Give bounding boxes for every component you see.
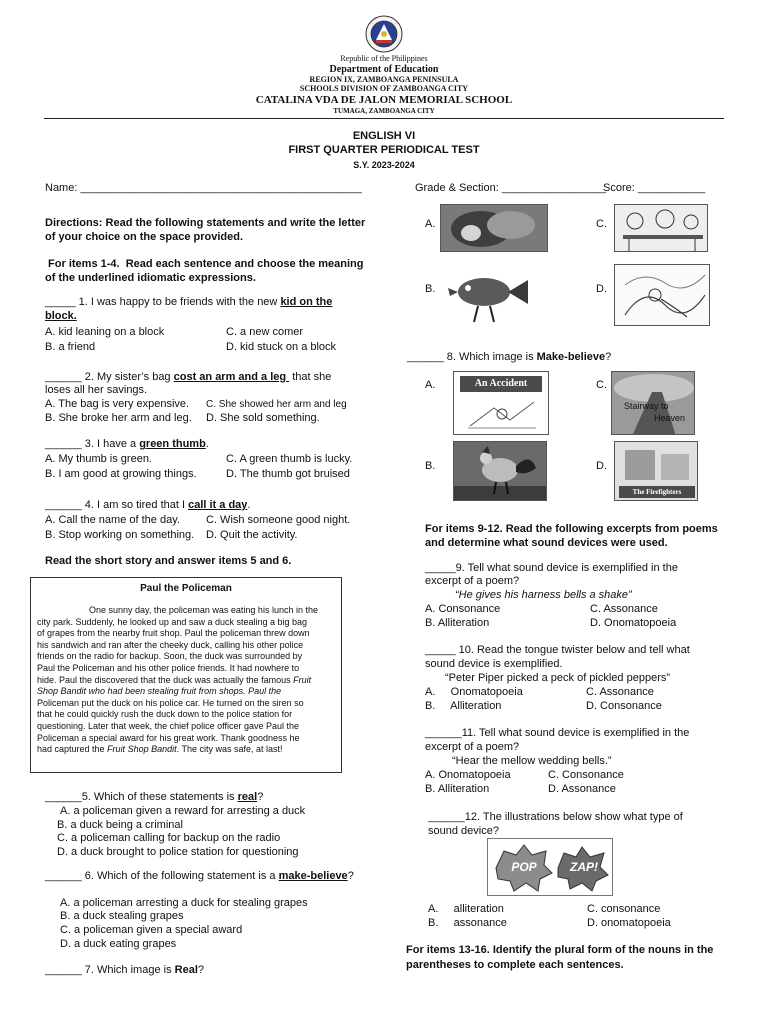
header-divider [44, 118, 724, 119]
subject-title: ENGLISH VI [352, 130, 416, 142]
school-name: CATALINA VDA DE JALON MEMORIAL SCHOOL [255, 94, 513, 106]
blurry-photo-image [440, 204, 548, 252]
firefighters-book-cover [614, 441, 698, 501]
q9-choice-b: B. Alliteration [425, 617, 490, 629]
question-9: _____9. Tell what sound device is exemplified in the [425, 562, 678, 574]
story-line: city park. Suddenly, he looked up and saw a duck stealing a big bag [37, 616, 308, 627]
q6-choice-b: B. a duck stealing grapes [60, 910, 184, 922]
items-1-4-instruction: For items 1-4. Read each sentence and choose the meaning [45, 258, 364, 270]
stairway-title: Stairway to [624, 401, 669, 411]
story-line: Paul the Policeman and his other police friends. It had nowhere to [37, 662, 300, 673]
question-1-cont: block. [45, 310, 77, 322]
story-line: of grapes from the nearby fruit shop. Paul the policeman threw down [37, 628, 310, 639]
accident-book-cover [453, 371, 549, 435]
q7-label-d: D. [596, 283, 607, 295]
question-10-quote: “Peter Piper picked a peck of pickled peppers” [445, 672, 671, 684]
items-13-16-instruction: For items 13-16. Identify the plural form of the nouns in the [406, 944, 714, 956]
location-label: TUMAGA, ZAMBOANGA CITY [333, 107, 435, 115]
stairway-to-heaven-cover [611, 371, 695, 435]
question-12-cont: sound device? [428, 825, 499, 837]
q10-choice-d: D. Consonance [586, 700, 662, 712]
q1-choice-c: C. a new comer [226, 326, 304, 338]
q5-choice-b: B. a duck being a criminal [57, 819, 183, 831]
q11-choice-b: B. Alliteration [425, 783, 490, 795]
q6-choice-d: D. a duck eating grapes [60, 938, 177, 950]
region-label: REGION IX, ZAMBOANGA PENINSULA [309, 75, 459, 84]
story-title: Paul the Policeman [140, 583, 232, 594]
q11-choice-a: A. Onomatopoeia [425, 769, 511, 781]
q4-choice-a: A. Call the name of the day. [45, 514, 180, 526]
q11-choice-d: D. Assonance [548, 783, 616, 795]
question-2: ______ 2. My sister’s bag cost an arm and a leg that she [45, 371, 332, 383]
items-1-4-instruction-2: of the underlined idiomatic expressions. [45, 272, 256, 284]
q5-choice-d: D. a duck brought to police station for questioning [57, 846, 299, 858]
rooster-photo [453, 441, 547, 501]
q6-choice-c: C. a policeman given a special award [60, 924, 243, 936]
story-text [37, 605, 335, 756]
q1-choice-a: A. kid leaning on a block [45, 326, 165, 338]
q11-choice-c: C. Consonance [548, 769, 624, 781]
q9-choice-d: D. Onomatopoeia [590, 617, 677, 629]
question-6: ______ 6. Which of the following statement is a make-believe? [45, 870, 354, 882]
q9-choice-c: C. Assonance [590, 603, 658, 615]
directions-line-1: Directions: Read the following statements and write the letter [45, 217, 366, 229]
question-9-cont: excerpt of a poem? [425, 575, 520, 587]
name-field[interactable]: Name: ______________________________________________ [45, 182, 362, 194]
q5-choice-c: C. a policeman calling for backup on the radio [57, 832, 281, 844]
question-9-quote: “He gives his harness bells a shake” [455, 589, 632, 601]
q2-choice-d: D. She sold something. [206, 412, 320, 424]
items-9-12-instruction: For items 9-12. Read the following excerpts from poems [425, 523, 718, 535]
story-instruction: Read the short story and answer items 5 and 6. [45, 555, 292, 567]
q9-choice-a: A. Consonance [425, 603, 501, 615]
test-title: FIRST QUARTER PERIODICAL TEST [288, 144, 480, 156]
question-11: ______11. Tell what sound device is exemplified in the [425, 727, 690, 739]
directions-line-2: of your choice on the space provided. [45, 231, 244, 243]
q12-choice-b: B. assonance [428, 917, 507, 929]
story-line: friends on the radio for backup. Soon, the duck was surrounded by [37, 651, 303, 662]
question-4: ______ 4. I am so tired that I call it a day. [45, 499, 251, 511]
question-7: ______ 7. Which image is Real? [45, 964, 205, 976]
question-2-cont: loses all her savings. [45, 384, 148, 396]
q7-label-c: C. [596, 218, 607, 230]
items-9-12-instruction-2: and determine what sound devices were used. [425, 537, 668, 549]
q6-choice-a: A. a policeman arresting a duck for stealing grapes [60, 897, 308, 909]
q2-choice-b: B. She broke her arm and leg. [45, 412, 192, 424]
story-line: hide. Paul the discovered that the duck was actually the famous Fruit [37, 674, 312, 685]
question-12: ______12. The illustrations below show what type of [428, 811, 683, 823]
q4-choice-b: B. Stop working on something. [45, 529, 195, 541]
q8-label-a: A. [425, 379, 436, 391]
q4-choice-d: D. Quit the activity. [206, 529, 298, 541]
q7-label-a: A. [425, 218, 436, 230]
q4-choice-c: C. Wish someone good night. [206, 514, 351, 526]
question-3: ______ 3. I have a green thumb. [45, 438, 209, 450]
tea-party-illustration [614, 204, 708, 252]
department-label: Department of Education [329, 64, 439, 75]
zap-word: ZAP! [570, 860, 598, 874]
school-year: S.Y. 2023-2024 [353, 160, 415, 170]
deped-seal [365, 15, 403, 53]
q3-choice-d: D. The thumb got bruised [226, 468, 350, 480]
question-11-cont: excerpt of a poem? [425, 741, 520, 753]
question-1: _____ 1. I was happy to be friends with the new kid on the [45, 296, 333, 308]
story-line: Policeman put the duck on his police car. He turned on the siren so [37, 697, 304, 708]
q8-label-d: D. [596, 460, 607, 472]
story-line: questioning. Later that week, the chief police officer gave Paul the [37, 720, 300, 731]
q1-choice-b: B. a friend [45, 341, 96, 353]
q1-choice-d: D. kid stuck on a block [226, 341, 337, 353]
pop-word: POP [511, 860, 537, 874]
question-5: ______5. Which of these statements is real? [45, 791, 264, 803]
q10-choice-b: B. Alliteration [425, 700, 502, 712]
mermaid-drawing [614, 264, 710, 326]
accident-title: An Accident [460, 376, 542, 392]
question-10: _____ 10. Read the tongue twister below and tell what [425, 644, 690, 656]
q2-choice-a: A. The bag is very expensive. [45, 398, 190, 410]
story-line: Policeman a special award for his great work. Thank goodness he [37, 732, 300, 743]
q3-choice-b: B. I am good at growing things. [45, 468, 197, 480]
q7-label-b: B. [425, 283, 436, 295]
score-field[interactable]: Score: ___________ [603, 182, 706, 194]
firefighters-title: The Firefighters [632, 488, 682, 496]
republic-label: Republic of the Philippines [340, 54, 428, 63]
q10-choice-a: A. Onomatopoeia [425, 686, 523, 698]
story-line: had captured the Fruit Shop Bandit. The city was safe, at last! [37, 744, 283, 755]
q3-choice-a: A. My thumb is green. [45, 453, 152, 465]
story-line: his sandwich and ran after the cheeky duck, calling his other police [37, 639, 304, 650]
q3-choice-c: C. A green thumb is lucky. [226, 453, 353, 465]
q12-choice-a: A. alliteration [428, 903, 504, 915]
story-line: Shop Bandit who had been stealing fruit from shops. Paul the [37, 686, 282, 697]
pop-zap-illustration [487, 838, 613, 896]
q10-choice-c: C. Assonance [586, 686, 654, 698]
q12-choice-c: C. consonance [587, 903, 661, 915]
story-box [30, 577, 342, 773]
q12-choice-d: D. onomatopoeia [587, 917, 671, 929]
division-label: SCHOOLS DIVISION OF ZAMBOANGA CITY [299, 84, 469, 93]
q8-label-c: C. [596, 379, 607, 391]
story-line: One sunny day, the policeman was eating his lunch in the [89, 605, 318, 615]
question-10-cont: sound device is exemplified. [425, 658, 563, 670]
question-11-quote: “Hear the mellow wedding bells.” [452, 755, 612, 767]
q8-label-b: B. [425, 460, 436, 472]
q2-choice-c: C. She showed her arm and leg [206, 399, 347, 410]
q5-choice-a: A. a policeman given a reward for arresting a duck [60, 805, 306, 817]
question-8: ______ 8. Which image is Make-believe? [407, 351, 612, 363]
grade-section-field[interactable]: Grade & Section: _________________ [415, 182, 606, 194]
fish-bird-creature-image [444, 264, 532, 326]
items-13-16-instruction-2: parentheses to complete each sentences. [406, 959, 624, 971]
stairway-title-2: Heaven [654, 413, 686, 423]
story-line: that he could quickly rush the duck down to the police station for [37, 709, 293, 720]
